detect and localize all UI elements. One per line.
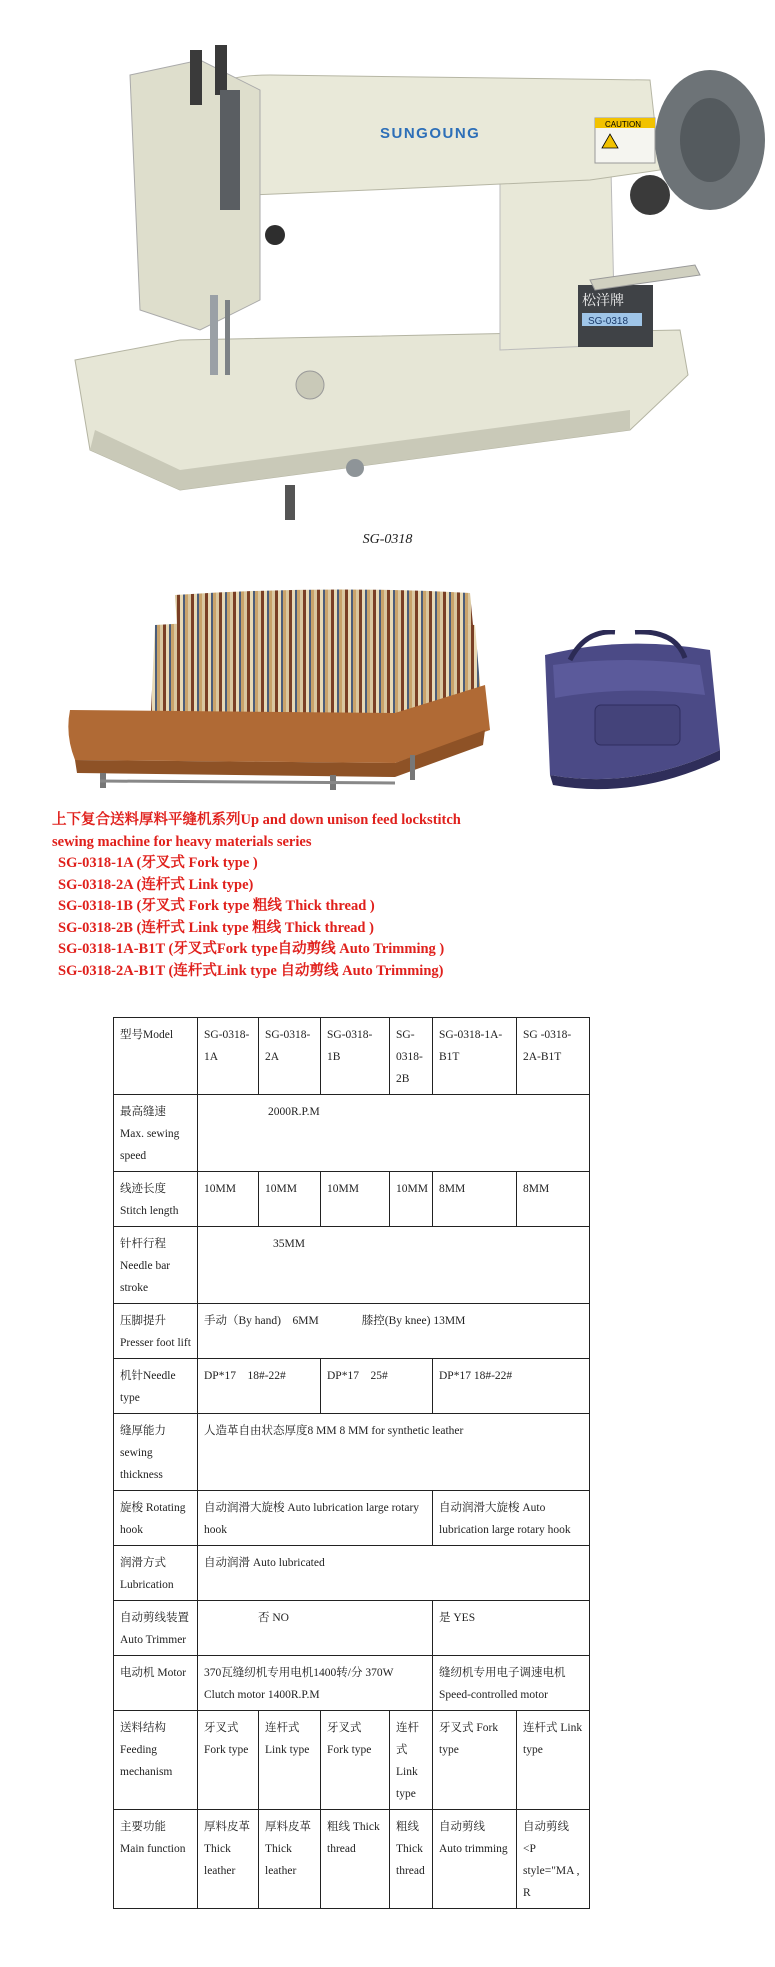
model-item: SG-0318-2A-B1T (连杆式Link type 自动剪线 Auto Trimming) xyxy=(58,962,444,979)
table-cell: 自动润滑大旋梭 Auto lubrication large rotary hook xyxy=(198,1491,433,1546)
table-cell: 厚料皮革 Thick leather xyxy=(198,1810,259,1909)
table-cell: 自动剪线 Auto trimming xyxy=(433,1810,517,1909)
row-label: 压脚提升 Presser foot lift xyxy=(114,1304,198,1359)
table-row xyxy=(114,1172,590,1227)
table-cell: 牙叉式 Fork type xyxy=(321,1711,390,1810)
model-item: SG-0318-1B (牙叉式 Fork type 粗线 Thick thread ) xyxy=(58,898,375,914)
row-label: 主要功能 Main function xyxy=(114,1810,198,1909)
table-cell: 粗线 Thick thread xyxy=(321,1810,390,1909)
table-row xyxy=(114,1810,590,1909)
model-item: SG-0318-2A (连杆式 Link type) xyxy=(58,876,254,893)
table-cell: 8MM xyxy=(433,1172,517,1227)
row-label: 最高缝速 Max. sewing speed xyxy=(114,1095,198,1172)
table-cell: 连杆式 Link type xyxy=(259,1711,321,1810)
table-row xyxy=(114,1601,590,1656)
row-label: 线迹长度 Stitch length xyxy=(114,1172,198,1227)
table-row xyxy=(114,1304,590,1359)
table-cell: 10MM xyxy=(198,1172,259,1227)
table-cell: 自动剪线 <P style="MA , R xyxy=(517,1810,590,1909)
row-label: 自动剪线装置Auto Trimmer xyxy=(114,1601,198,1656)
row-label: 缝厚能力 sewing thickness xyxy=(114,1414,198,1491)
table-cell: SG-0318-2B xyxy=(390,1018,433,1095)
title-line-1: 上下复合送料厚料平缝机系列Up and down unison feed lockstitch xyxy=(52,812,461,828)
table-cell: 牙叉式 Fork type xyxy=(198,1711,259,1810)
machine-caption: SG-0318 xyxy=(362,532,413,547)
table-cell: 连杆式 Link type xyxy=(517,1711,590,1810)
table-cell: 缝纫机专用电子调速电机 Speed-controlled motor xyxy=(433,1656,590,1711)
table-cell: DP*17 18#-22# xyxy=(198,1359,321,1414)
table-row xyxy=(114,1414,590,1491)
row-label: 型号Model xyxy=(114,1018,198,1095)
table-cell: 自动润滑大旋梭 Auto lubrication large rotary hook xyxy=(433,1491,590,1546)
table-cell: 牙叉式 Fork type xyxy=(433,1711,517,1810)
table-cell: 粗线 Thick thread xyxy=(390,1810,433,1909)
table-cell: 否 NO xyxy=(198,1601,433,1656)
row-label: 电动机 Motor xyxy=(114,1656,198,1711)
table-cell: SG-0318-1B xyxy=(321,1018,390,1095)
table-cell: 10MM xyxy=(259,1172,321,1227)
table-row xyxy=(114,1359,590,1414)
table-cell: 自动润滑 Auto lubricated xyxy=(198,1546,590,1601)
table-cell: 是 YES xyxy=(433,1601,590,1656)
table-row xyxy=(114,1095,590,1172)
table-cell: DP*17 18#-22# xyxy=(433,1359,590,1414)
title-line-2: sewing machine for heavy materials series xyxy=(52,833,312,850)
table-cell: SG -0318-2A-B1T xyxy=(517,1018,590,1095)
table-row xyxy=(114,1546,590,1601)
table-cell: 10MM xyxy=(390,1172,433,1227)
table-cell: 35MM xyxy=(198,1227,590,1304)
row-label: 润滑方式 Lubrication xyxy=(114,1546,198,1601)
table-row xyxy=(114,1018,590,1095)
caution-label: CAUTION xyxy=(605,120,641,129)
table-cell: SG-0318-2A xyxy=(259,1018,321,1095)
table-cell: 10MM xyxy=(321,1172,390,1227)
row-label: 旋梭 Rotating hook xyxy=(114,1491,198,1546)
plate-model: SG-0318 xyxy=(588,316,629,327)
table-cell: 厚料皮革 Thick leather xyxy=(259,1810,321,1909)
product-title-block xyxy=(52,810,612,982)
machine-brand: SUNGOUNG xyxy=(380,125,481,142)
model-item: SG-0318-2B (连杆式 Link type 粗线 Thick thread ) xyxy=(58,919,374,936)
table-row xyxy=(114,1227,590,1304)
table-cell: 8MM xyxy=(517,1172,590,1227)
table-cell: SG-0318-1A-B1T xyxy=(433,1018,517,1095)
sofa-photo xyxy=(65,585,495,790)
plate-chinese: 松洋牌 xyxy=(582,293,624,309)
table-cell: 手动（By hand) 6MM 膝控(By knee) 13MM xyxy=(198,1304,590,1359)
sewing-machine-photo xyxy=(70,30,775,520)
table-cell: DP*17 25# xyxy=(321,1359,433,1414)
table-cell: 370瓦缝纫机专用电机1400转/分 370W Clutch motor 1400R.P.M xyxy=(198,1656,433,1711)
model-item: SG-0318-1A (牙叉式 Fork type ) xyxy=(58,855,258,871)
table-cell: 2000R.P.M xyxy=(198,1095,590,1172)
table-row xyxy=(114,1711,590,1810)
row-label: 机针Needle type xyxy=(114,1359,198,1414)
row-label: 针杆行程 Needle bar stroke xyxy=(114,1227,198,1304)
table-cell: 人造革自由状态厚度8 MM 8 MM for synthetic leather xyxy=(198,1414,590,1491)
spec-table xyxy=(113,1017,590,1909)
table-row xyxy=(114,1656,590,1711)
table-row xyxy=(114,1491,590,1546)
table-cell: 连杆式 Link type xyxy=(390,1711,433,1810)
model-item: SG-0318-1A-B1T (牙叉式Fork type自动剪线 Auto Trimming ) xyxy=(58,941,445,957)
row-label: 送料结构 Feeding mechanism xyxy=(114,1711,198,1810)
table-cell: SG-0318-1A xyxy=(198,1018,259,1095)
bag-photo xyxy=(525,630,725,790)
